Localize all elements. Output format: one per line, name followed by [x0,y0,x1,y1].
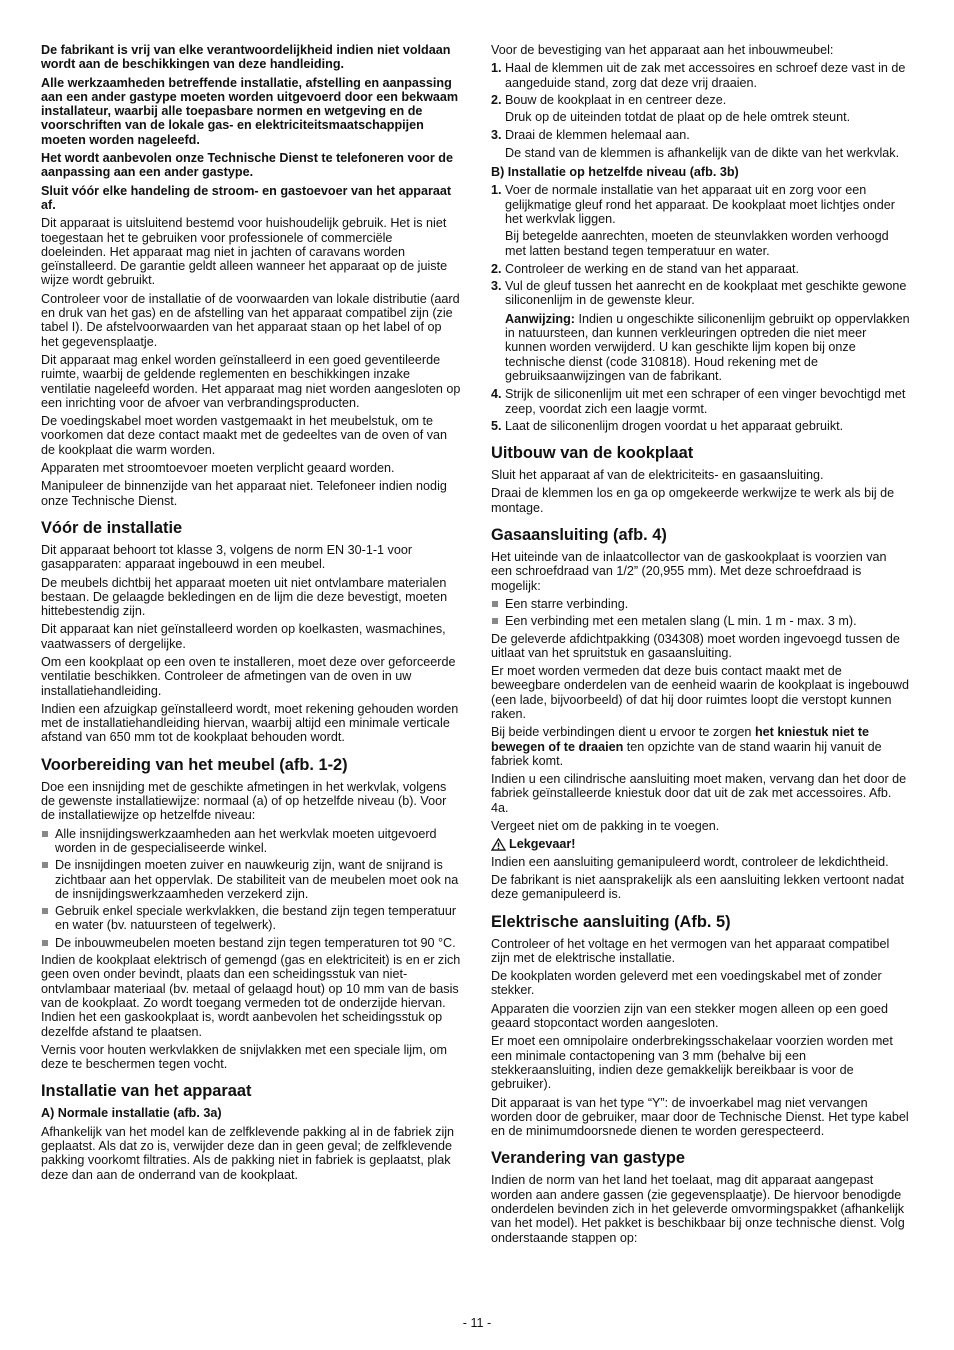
elbow-text-pre: Bij beide verbindingen dient u ervoor te zorgen [491,725,755,740]
section-heading-gas-type-change: Verandering van gastype [491,1149,686,1168]
numbered-step [491,419,911,433]
step-number: 2. [491,261,502,276]
note-paragraph [491,312,911,383]
intro-paragraph: Apparaten met stroomtoevoer moeten verplicht geaard worden. [41,461,395,476]
section-heading-gas-connection: Gasaansluiting (afb. 4) [491,526,667,545]
numbered-step [491,262,911,276]
step-text: Vul de gleuf tussen het aanrecht en de kookplaat met geschikte gewone siliconenlijm in de gewenste kleur. [505,279,907,308]
section-paragraph: Voor de bevestiging van het apparaat aan het inbouwmeubel: [491,43,834,57]
technical-service-paragraph: Het wordt aanbevolen onze Technische Dienst te telefoneren voor de aanpassing aan een ander gastype. [41,151,453,180]
section-paragraph: Het uiteinde van de inlaatcollector van de gaskookplaat is voorzien van een schroefdraad van 1/2” (20,955 mm). Met deze schroefdraad is mogelijk: [491,550,887,593]
subheading-normal-installation: A) Normale installatie (afb. 3a) [41,1106,222,1121]
step-text: Controleer de werking en de stand van het apparaat. [505,261,800,276]
section-paragraph: Er moet worden vermeden dat deze buis contact maakt met de beweegbare onderdelen van de eenheid waarin de kookplaat is ingebouwd (een lade, bijvoorbeeld) of dat hij door ruimtes loopt die verstopt kunnen raken. [491,664,910,721]
section-paragraph: De kookplaten worden geleverd met een voedingskabel met of zonder stekker. [491,969,882,998]
numbered-step [491,387,911,416]
step-number: 1. [491,183,502,198]
list-item: Een starre verbinding. [491,597,911,611]
step-number: 1. [491,61,502,76]
elbow-text-bold: het kniestuk niet te bewegen of te draaien [491,725,870,754]
step-subtext: Bij betegelde aanrechten, moeten de steunvlakken worden verhoogd met latten bestand tegen temperatuur en water. [505,229,889,258]
step-text: Laat de siliconenlijm drogen voordat u het apparaat gebruikt. [505,418,844,433]
section-paragraph: Indien de kookplaat elektrisch of gemengd (gas en elektriciteit) is en er zich geen oven onder bevindt, plaats dan een scheidingsstuk van niet-ontvlambaar materiaal (bv. metaal of gelaagd hout) op 10 mm van de basis van de kookplaat. Zo wordt toegang vermeden tot de onderzijde hiervan. Indien het een gaskookplaat is, wordt aanbevolen het scheidingsstuk op dezelfde afstand te plaatsen. [41,953,461,1039]
section-paragraph: Dit apparaat kan niet geïnstalleerd worden op koelkasten, wasmachines, vaatwassers of dergelijke. [41,622,446,651]
subheading-flush-installation: B) Installatie op hetzelfde niveau (afb. 3b) [491,165,739,180]
intro-paragraph: Manipuleer de binnenzijde van het apparaat niet. Telefoneer indien nodig onze Technische Dienst. [41,479,447,508]
section-paragraph: Dit apparaat is van het type “Y”: de invoerkabel mag niet vervangen worden door de gebruiker, maar door de Technische Dienst. Het type kabel en de minimumdoorsnede dienen te worden gerespecteerd. [491,1095,909,1139]
section-heading-before-installation: Vóór de installatie [41,518,183,537]
note-text: Indien u ongeschikte siliconenlijm gebruikt op oppervlakken in natuursteen, dan kunnen verkleuringen optreden die niet meer kunnen worden verwijderd. U kan geschikte lijm kopen bij onze technische dienst (code 310818). Houd rekening met de gebruiksaanwijzingen van de fabrikant. [505,311,910,383]
section-paragraph: Vergeet niet om de pakking in te voegen. [491,819,720,834]
section-paragraph: Controleer of het voltage en het vermogen van het apparaat compatibel zijn met de elektrische installatie. [491,936,890,965]
step-text: Strijk de siliconenlijm uit met een schraper of een vinger bevochtigd met zeep, voordat zich een laagje vormt. [505,387,906,416]
section-paragraph: De geleverde afdichtpakking (034308) moet worden ingevoegd tussen de uitlaat van het spruitstuk en gasaansluiting. [491,631,900,660]
numbered-step [491,279,911,308]
section-paragraph: Indien een aansluiting gemanipuleerd wordt, controleer de lekdichtheid. [491,854,889,869]
step-subtext: De stand van de klemmen is afhankelijk van de dikte van het werkvlak. [505,145,900,160]
leak-warning-heading [491,837,911,851]
section-paragraph: Draai de klemmen los en ga op omgekeerde werkwijze te werk als bij de montage. [491,486,895,515]
section-paragraph: De meubels dichtbij het apparaat moeten uit niet ontvlambare materialen bestaan. De gelaagde bekledingen en de lijm die deze bevestigt, moeten hittebestendig zijn. [41,575,448,619]
section-heading-furniture-preparation: Voorbereiding van het meubel (afb. 1-2) [41,755,348,774]
page-number: - 11 - [462,1316,492,1330]
numbered-step [491,183,911,226]
section-paragraph: Er moet een omnipolaire onderbrekingsschakelaar voorzien worden met een minimale contactopening van 3 mm (behalve bij een stekkeraansluiting, indien deze gemakkelijk bereikbaar is voor de gebruiker). [491,1034,893,1092]
intro-paragraph: Dit apparaat mag enkel worden geïnstalleerd in een goed geventileerde ruimte, waarbij de geldende reglementen en beschikkingen inzake ventilatie nageleefd worden. Het apparaat mag niet worden aangesloten op een inrichting voor de afvoer van verbrandingsproducten. [41,352,461,410]
warning-title: Lekgevaar! [509,837,576,852]
installer-requirement-paragraph: Alle werkzaamheden betreffende installatie, afstelling en aanpassing aan een ander gastype moeten worden uitgevoerd door een bekwaam installateur, waarbij alle toepasbare normen en wetgeving en de voorschriften van de lokale gas- en elektriciteitsmaatschappijen moeten worden nageleefd. [41,75,459,147]
note-label: Aanwijzing: [505,311,575,326]
list-item: Alle insnijdingswerkzaamheden aan het werkvlak moeten uitgevoerd worden in de gespecialiseerde winkel. [41,827,461,856]
section-paragraph: Sluit het apparaat af van de elektriciteits- en gasaansluiting. [491,468,824,483]
section-paragraph: Dit apparaat behoort tot klasse 3, volgens de norm EN 30-1-1 voor gasapparaten: apparaat ingebouwd in een meubel. [41,542,413,572]
numbered-step [491,93,911,107]
section-heading-appliance-installation: Installatie van het apparaat [41,1082,252,1101]
step-number: 2. [491,92,502,107]
list-item: Gebruik enkel speciale werkvlakken, die bestand zijn tegen temperatuur en water (bv. natuursteen of tegelwerk). [41,904,461,933]
list-item: De inbouwmeubelen moeten bestand zijn tegen temperaturen tot 90 °C. [41,936,461,950]
step-number: 3. [491,128,502,143]
section-paragraph: Indien u een cilindrische aansluiting moet maken, vervang dan het door de fabriek geïnstalleerde kniestuk door dat uit de zak met accessoires. Afb. 4a. [491,772,907,815]
disclaimer-paragraph: De fabrikant is vrij van elke verantwoordelijkheid indien niet voldaan wordt aan de beschikkingen van deze handleiding. [41,43,451,72]
section-paragraph: Apparaten die voorzien zijn van een stekker mogen alleen op een goed geaard stopcontact worden aangesloten. [491,1001,888,1031]
step-text: Draai de klemmen helemaal aan. [505,128,690,143]
section-paragraph: De fabrikant is niet aansprakelijk als een aansluiting lekken vertoont nadat deze gemanipuleerd is. [491,872,905,902]
section-paragraph: Indien een afzuigkap geïnstalleerd wordt, moet rekening gehouden worden met de installatiehandleiding hiervan, waarbij altijd een minimale verticale afstand van 650 mm tot de kookplaat behouden wordt. [41,701,459,745]
step-text: Bouw de kookplaat in en centreer deze. [505,92,727,107]
warning-triangle-icon [491,838,506,851]
step-number: 3. [491,279,502,294]
step-number: 4. [491,387,502,402]
step-text: Voer de normale installatie van het apparaat uit en zorg voor een gelijkmatige gleuf rond het apparaat. De kookplaat moet lichtjes onder het werkvlak liggen. [505,183,895,226]
step-text: Haal de klemmen uit de zak met accessoires en schroef deze vast in de aangeduide stand, zorg dat deze vrij draaien. [505,61,906,90]
intro-paragraph: De voedingskabel moet worden vastgemaakt in het meubelstuk, om te voorkomen dat deze contact maakt met de gedeeltes van de oven of van de kookplaat die warm worden. [41,414,448,457]
left-column [41,43,461,1186]
gas-bullet-list [491,597,911,629]
section-paragraph: Afhankelijk van het model kan de zelfklevende pakking al in de fabriek zijn geplaatst. Als dat zo is, verwijder deze dan in geen geval; de zelfklevende pakking voorkomt filtraties. Als de pakking niet in fabriek is geplaatst, plak deze dan aan de onderrand van de kookplaat. [41,1124,455,1182]
numbered-step [491,128,911,142]
step-subtext: Druk op de uiteinden totdat de plaat op de hele omtrek steunt. [505,110,851,125]
section-paragraph: Indien de norm van het land het toelaat, mag dit apparaat aangepast worden aan andere gassen (zie gegevensplaatje). De hiervoor benodigde onderdelen bevinden zich in het geleverde omvormingspakket (afhankelijk van het model). Het pakket is beschikbaar bij onze technische dienst. Volg onderstaande stappen op: [491,1173,905,1245]
elbow-text-post: ten opzichte van de stand waarin hij vanuit de fabriek komt. [491,739,882,768]
furniture-bullet-list [41,827,461,950]
list-item: De insnijdingen moeten zuiver en nauwkeurig zijn, want de snijrand is zichtbaar aan het oppervlak. De stabiliteit van de meubelen moet ook na de insnijdingswerkzaamheden verzekerd zijn. [41,858,461,901]
intro-paragraph: Controleer voor de installatie of de voorwaarden van lokale distributie (aard en druk van het gas) en de afstelling van het apparaat compatibel zijn (zie tabel I). De afstelvoorwaarden van het apparaat staan op het label of op het gegevensplaatje. [41,291,460,349]
list-item: Een verbinding met een metalen slang (L min. 1 m - max. 3 m). [491,614,911,628]
section-paragraph: Vernis voor houten werkvlakken de snijvlakken met een speciale lijm, om deze te beschermen tegen vocht. [41,1042,447,1072]
shutoff-warning-paragraph: Sluit vóór elke handeling de stroom- en gastoevoer van het apparaat af. [41,183,452,212]
section-paragraph: Doe een insnijding met de geschikte afmetingen in het werkvlak, volgens de gewenste installatiewijze: normaal (a) of op hetzelfde niveau (b). Voor de installatiewijze op hetzelfde niveau: [41,779,447,823]
numbered-step [491,61,911,90]
section-heading-electrical-connection: Elektrische aansluiting (Afb. 5) [491,912,731,931]
section-heading-removal: Uitbouw van de kookplaat [491,444,694,463]
intro-paragraph: Dit apparaat is uitsluitend bestemd voor huishoudelijk gebruik. Het is niet toegestaan het te gebruiken voor professionele of commerciële doeleinden. Het apparaat mag niet in jachten of caravans worden geïnstalleerd. De garantie geldt alleen wanneer het apparaat op de juiste wijze wordt gebruikt. [41,216,448,288]
elbow-paragraph [491,725,911,768]
right-column [491,43,911,1249]
section-paragraph: Om een kookplaat op een oven te installeren, moet deze over geforceerde ventilatie beschikken. Controleer de afmetingen van de oven in uw installatiehandleiding. [41,654,456,698]
step-number: 5. [491,418,502,433]
